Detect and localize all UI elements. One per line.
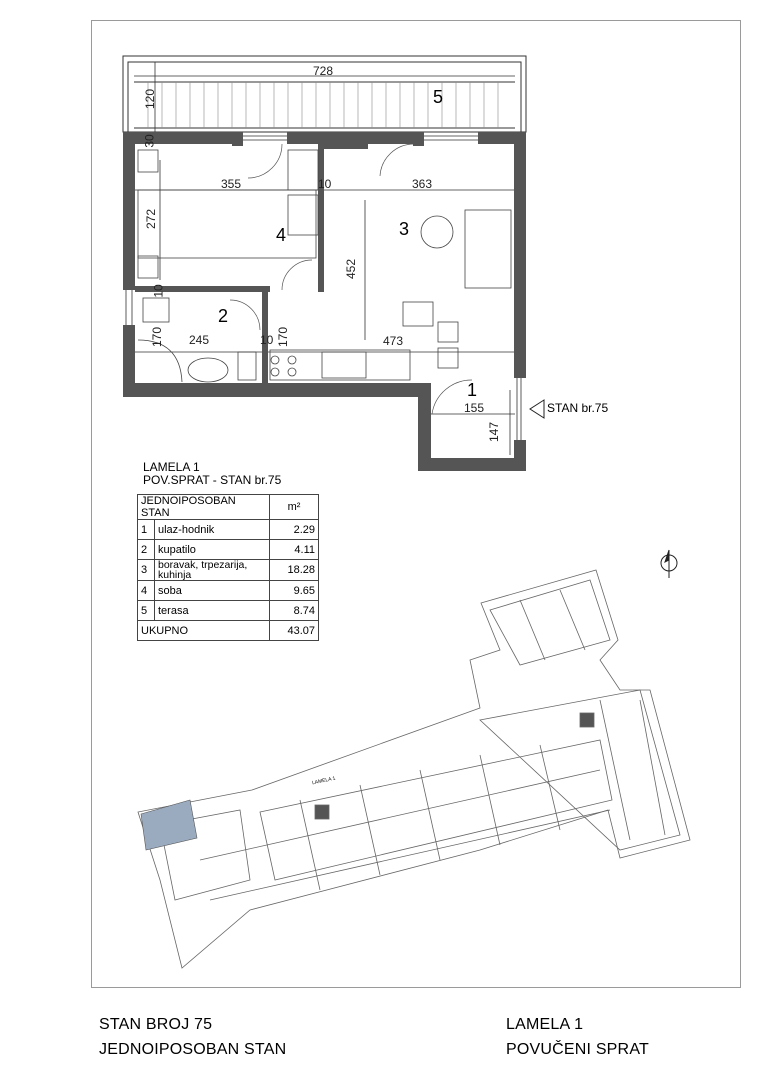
dim-room4-width: 355 [221, 177, 242, 191]
table-row [138, 581, 319, 601]
total-label: UKUPNO [138, 621, 270, 641]
key-plan-highlight [141, 800, 197, 850]
terrace-hatch [148, 82, 498, 128]
footer-floor: POVUČENI SPRAT [506, 1041, 649, 1058]
row-num: 5 [138, 601, 155, 621]
lamela-title: LAMELA 1 [143, 460, 200, 474]
dim-bath-depth: 170 [150, 326, 165, 348]
dim-entry-width: 155 [464, 401, 485, 415]
footer-lamela: LAMELA 1 [506, 1016, 584, 1033]
room-number-2: 2 [218, 306, 229, 326]
key-plan-lamela-tag: LAMELA 1 [311, 775, 337, 787]
row-name: kupatilo [155, 540, 270, 560]
table-row [138, 601, 319, 621]
room-number-3: 3 [399, 219, 410, 239]
north-arrow-icon [661, 550, 677, 578]
row-name: boravak, trpezarija, kuhinja [155, 560, 270, 581]
table-unit: m² [270, 495, 319, 520]
row-value: 2.29 [270, 520, 319, 540]
entrance-arrow [530, 400, 544, 418]
row-value: 4.11 [270, 540, 319, 560]
table-row [138, 540, 319, 560]
dim-room3-width: 363 [412, 177, 433, 191]
dim-wall-top: 30 [142, 134, 157, 148]
table-row [138, 520, 319, 540]
row-num: 2 [138, 540, 155, 560]
dim-small-10a: 10 [151, 284, 166, 298]
entrance-label: STAN br.75 [547, 401, 609, 415]
row-num: 1 [138, 520, 155, 540]
dim-terrace-width: 728 [313, 64, 334, 78]
dim-small-10b: 10 [260, 333, 274, 347]
dim-room3-depth: 452 [344, 258, 359, 280]
row-value: 8.74 [270, 601, 319, 621]
table-row [138, 560, 319, 581]
dim-entry-depth: 147 [487, 421, 502, 443]
row-name: ulaz-hodnik [155, 520, 270, 540]
dim-bath-width: 245 [189, 333, 210, 347]
room-number-5: 5 [433, 87, 444, 107]
dim-room4-depth: 272 [144, 208, 159, 230]
row-name: soba [155, 581, 270, 601]
dim-partition: 10 [318, 177, 332, 191]
row-name: terasa [155, 601, 270, 621]
room-number-1: 1 [467, 380, 478, 400]
dim-kitchen-width: 473 [383, 334, 404, 348]
area-table [137, 494, 319, 641]
row-value: 9.65 [270, 581, 319, 601]
row-num: 3 [138, 560, 155, 581]
total-value: 43.07 [270, 621, 319, 641]
dim-hall-depth: 170 [276, 326, 291, 348]
footer-apartment-type: JEDNOIPOSOBAN STAN [99, 1041, 287, 1058]
room-number-4: 4 [276, 225, 287, 245]
lamela-subtitle: POV.SPRAT - STAN br.75 [143, 473, 282, 487]
footer-apartment-number: STAN BROJ 75 [99, 1016, 213, 1033]
table-total-row [138, 621, 319, 641]
row-value: 18.28 [270, 560, 319, 581]
row-num: 4 [138, 581, 155, 601]
table-header-row [138, 495, 319, 520]
dim-terrace-depth: 120 [143, 88, 158, 110]
table-title: JEDNOIPOSOBAN STAN [138, 495, 270, 520]
